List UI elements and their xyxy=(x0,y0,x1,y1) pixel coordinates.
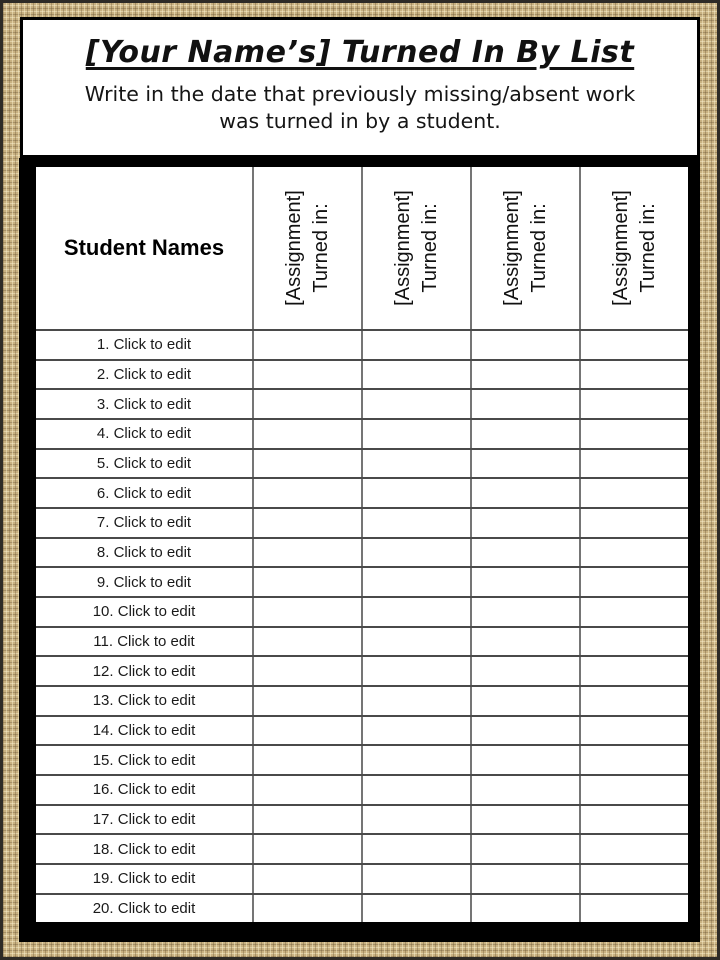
date-cell[interactable] xyxy=(362,864,471,894)
date-cell[interactable] xyxy=(580,567,688,597)
date-cell[interactable] xyxy=(471,627,580,657)
date-cell[interactable] xyxy=(362,508,471,538)
date-cell[interactable] xyxy=(580,389,688,419)
table-header-row xyxy=(36,167,688,330)
student-name-cell[interactable]: 9. Click to edit xyxy=(36,567,253,597)
table-frame xyxy=(19,158,700,942)
table-row xyxy=(36,597,688,627)
date-cell[interactable] xyxy=(580,360,688,390)
date-cell[interactable] xyxy=(362,389,471,419)
date-cell[interactable] xyxy=(471,419,580,449)
assignment-column-header-4[interactable] xyxy=(580,167,688,330)
date-cell[interactable] xyxy=(471,745,580,775)
student-name-cell[interactable]: 10. Click to edit xyxy=(36,597,253,627)
date-cell[interactable] xyxy=(580,330,688,360)
date-cell[interactable] xyxy=(471,508,580,538)
table-row xyxy=(36,567,688,597)
date-cell[interactable] xyxy=(580,745,688,775)
date-cell[interactable] xyxy=(362,894,471,922)
date-cell[interactable] xyxy=(580,716,688,746)
date-cell[interactable] xyxy=(580,775,688,805)
page-title[interactable]: [Your Name’s] Turned In By List xyxy=(85,35,635,70)
date-cell[interactable] xyxy=(362,538,471,568)
date-cell[interactable] xyxy=(253,449,362,479)
date-cell[interactable] xyxy=(362,597,471,627)
student-name-cell[interactable]: 13. Click to edit xyxy=(36,686,253,716)
student-name-cell[interactable]: 11. Click to edit xyxy=(36,627,253,657)
date-cell[interactable] xyxy=(362,686,471,716)
subtitle-line-1: Write in the date that previously missing/absent work xyxy=(84,82,636,106)
date-cell[interactable] xyxy=(471,538,580,568)
table-row xyxy=(36,478,688,508)
student-name-cell[interactable]: 12. Click to edit xyxy=(36,656,253,686)
date-cell[interactable] xyxy=(580,508,688,538)
date-cell[interactable] xyxy=(580,419,688,449)
student-name-cell[interactable]: 20. Click to edit xyxy=(36,894,253,922)
table-row xyxy=(36,686,688,716)
date-cell[interactable] xyxy=(580,597,688,627)
student-name-cell[interactable]: 4. Click to edit xyxy=(36,419,253,449)
student-name-cell[interactable]: 1. Click to edit xyxy=(36,330,253,360)
date-cell[interactable] xyxy=(253,597,362,627)
page-subtitle xyxy=(23,81,697,135)
date-cell[interactable] xyxy=(471,389,580,419)
student-name-cell[interactable]: 14. Click to edit xyxy=(36,716,253,746)
date-cell[interactable] xyxy=(471,449,580,479)
assignment-header-text: [Assignment] Turned in: xyxy=(500,190,550,306)
date-cell[interactable] xyxy=(253,508,362,538)
date-cell[interactable] xyxy=(253,745,362,775)
date-cell[interactable] xyxy=(471,775,580,805)
table-row xyxy=(36,864,688,894)
date-cell[interactable] xyxy=(471,656,580,686)
student-name-cell[interactable]: 6. Click to edit xyxy=(36,478,253,508)
date-cell[interactable] xyxy=(362,716,471,746)
date-cell[interactable] xyxy=(580,478,688,508)
date-cell[interactable] xyxy=(580,805,688,835)
table-row xyxy=(36,419,688,449)
date-cell[interactable] xyxy=(580,834,688,864)
date-cell[interactable] xyxy=(471,567,580,597)
date-cell[interactable] xyxy=(253,805,362,835)
date-cell[interactable] xyxy=(362,745,471,775)
date-cell[interactable] xyxy=(471,597,580,627)
table-row xyxy=(36,656,688,686)
subtitle-line-2: was turned in by a student. xyxy=(219,109,501,133)
student-name-cell[interactable]: 8. Click to edit xyxy=(36,538,253,568)
student-name-cell[interactable]: 16. Click to edit xyxy=(36,775,253,805)
date-cell[interactable] xyxy=(471,686,580,716)
student-name-cell[interactable]: 2. Click to edit xyxy=(36,360,253,390)
student-name-cell[interactable]: 17. Click to edit xyxy=(36,805,253,835)
date-cell[interactable] xyxy=(362,330,471,360)
date-cell[interactable] xyxy=(471,360,580,390)
table-row xyxy=(36,894,688,922)
date-cell[interactable] xyxy=(362,656,471,686)
date-cell[interactable] xyxy=(253,716,362,746)
table-row xyxy=(36,805,688,835)
table-row xyxy=(36,389,688,419)
table-row xyxy=(36,834,688,864)
date-cell[interactable] xyxy=(580,538,688,568)
table-row xyxy=(36,508,688,538)
table-row xyxy=(36,360,688,390)
date-cell[interactable] xyxy=(253,864,362,894)
student-name-cell[interactable]: 18. Click to edit xyxy=(36,834,253,864)
assignment-header-text: [Assignment] Turned in: xyxy=(282,190,332,306)
date-cell[interactable] xyxy=(580,894,688,922)
date-cell[interactable] xyxy=(471,894,580,922)
date-cell[interactable] xyxy=(471,805,580,835)
table-row xyxy=(36,627,688,657)
date-cell[interactable] xyxy=(362,834,471,864)
date-cell[interactable] xyxy=(471,864,580,894)
date-cell[interactable] xyxy=(253,656,362,686)
date-cell[interactable] xyxy=(253,567,362,597)
turned-in-table xyxy=(36,167,688,922)
date-cell[interactable] xyxy=(471,716,580,746)
date-cell[interactable] xyxy=(580,627,688,657)
date-cell[interactable] xyxy=(471,330,580,360)
student-name-cell[interactable]: 5. Click to edit xyxy=(36,449,253,479)
date-cell[interactable] xyxy=(253,538,362,568)
assignment-header-text: [Assignment] Turned in: xyxy=(391,190,441,306)
table-row xyxy=(36,716,688,746)
table-row xyxy=(36,538,688,568)
date-cell[interactable] xyxy=(362,449,471,479)
date-cell[interactable] xyxy=(253,360,362,390)
table-row xyxy=(36,745,688,775)
date-cell[interactable] xyxy=(362,567,471,597)
date-cell[interactable] xyxy=(580,449,688,479)
date-cell[interactable] xyxy=(580,686,688,716)
date-cell[interactable] xyxy=(580,656,688,686)
date-cell[interactable] xyxy=(362,805,471,835)
student-name-cell[interactable]: 7. Click to edit xyxy=(36,508,253,538)
student-name-cell[interactable]: 15. Click to edit xyxy=(36,745,253,775)
date-cell[interactable] xyxy=(253,627,362,657)
date-cell[interactable] xyxy=(362,360,471,390)
table-row xyxy=(36,449,688,479)
date-cell[interactable] xyxy=(253,419,362,449)
assignment-header-text: [Assignment] Turned in: xyxy=(609,190,659,306)
assignment-column-header-3[interactable] xyxy=(471,167,580,330)
date-cell[interactable] xyxy=(362,419,471,449)
table-row xyxy=(36,330,688,360)
date-cell[interactable] xyxy=(362,478,471,508)
date-cell[interactable] xyxy=(580,864,688,894)
assignment-column-header-2[interactable] xyxy=(362,167,471,330)
table-row xyxy=(36,775,688,805)
date-cell[interactable] xyxy=(253,478,362,508)
date-cell[interactable] xyxy=(253,330,362,360)
date-cell[interactable] xyxy=(471,478,580,508)
date-cell[interactable] xyxy=(253,834,362,864)
date-cell[interactable] xyxy=(471,834,580,864)
student-names-header: Student Names xyxy=(36,167,253,330)
date-cell[interactable] xyxy=(253,389,362,419)
header-box xyxy=(20,17,700,158)
date-cell[interactable] xyxy=(253,775,362,805)
date-cell[interactable] xyxy=(362,627,471,657)
date-cell[interactable] xyxy=(253,894,362,922)
assignment-column-header-1[interactable] xyxy=(253,167,362,330)
date-cell[interactable] xyxy=(362,775,471,805)
date-cell[interactable] xyxy=(253,686,362,716)
student-name-cell[interactable]: 3. Click to edit xyxy=(36,389,253,419)
student-name-cell[interactable]: 19. Click to edit xyxy=(36,864,253,894)
